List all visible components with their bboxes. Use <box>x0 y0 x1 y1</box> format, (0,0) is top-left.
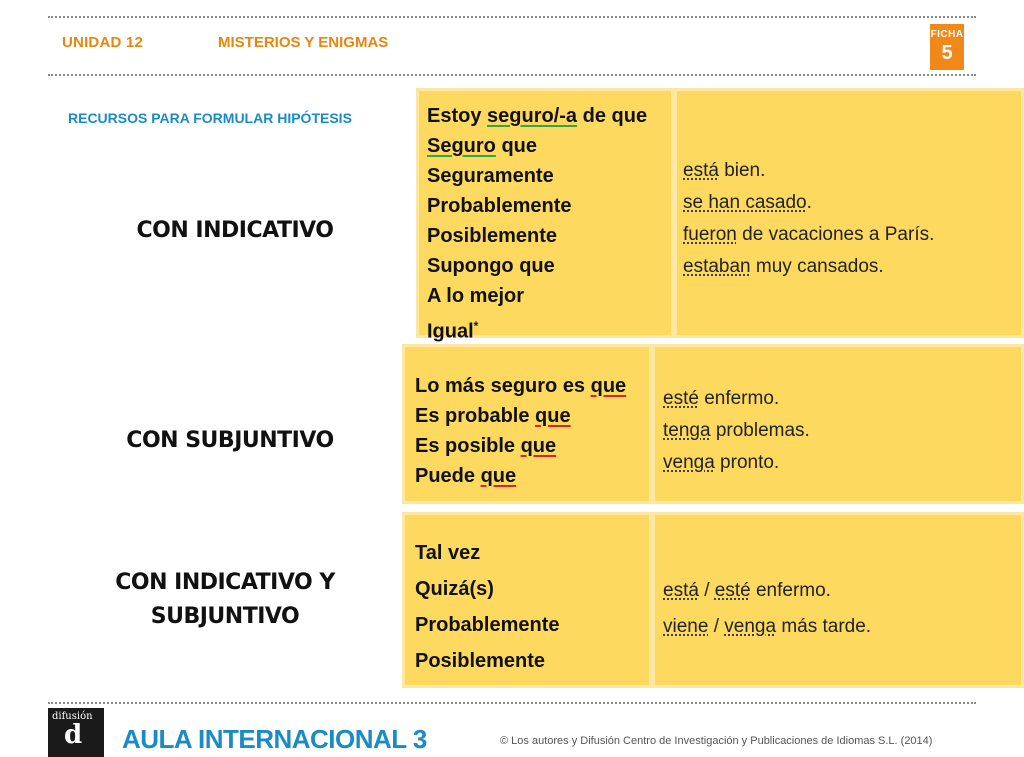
expression-line: Es posible que <box>415 435 557 457</box>
subjuntivo-examples-cell <box>652 344 1024 504</box>
header-divider <box>48 74 976 76</box>
example-line: está / esté enfermo. <box>663 580 831 601</box>
ficha-number: 5 <box>941 42 953 64</box>
expression-line: Seguramente <box>427 165 554 187</box>
copyright-text: © Los autores y Difusión Centro de Investigación y Publicaciones de Idiomas S.L. (2014) <box>500 735 933 747</box>
indicativo-expressions-cell <box>416 88 674 343</box>
expression-line: Posiblemente <box>415 650 546 672</box>
ficha-badge <box>930 24 964 70</box>
ficha-label: FICHA <box>930 29 964 40</box>
expression-line: Lo más seguro es que <box>415 375 627 397</box>
example-line: fueron de vacaciones a París. <box>683 224 935 245</box>
unit-label: UNIDAD 12 <box>62 34 143 51</box>
example-line: tenga problemas. <box>663 420 810 441</box>
example-line: venga pronto. <box>663 452 780 473</box>
expression-line: Estoy seguro/-a de que <box>427 105 648 127</box>
indicativo-expressions <box>427 101 647 347</box>
group-title-line2: SUBJUNTIVO <box>150 604 300 629</box>
expression-line: Tal vez <box>415 542 481 564</box>
mixto-expressions <box>415 535 559 679</box>
group-title-indicativo-y-subjuntivo <box>90 566 360 634</box>
group-title-indicativo: CON INDICATIVO <box>136 218 334 243</box>
expression-line: Igual* <box>427 319 479 343</box>
subjuntivo-expressions-cell <box>402 344 652 504</box>
mixto-examples-cell <box>652 512 1024 688</box>
expression-line: Probablemente <box>427 195 572 217</box>
subjuntivo-examples <box>663 383 810 479</box>
unit-title: MISTERIOS Y ENIGMAS <box>218 34 389 51</box>
logo-letter: d <box>64 720 83 750</box>
footer-divider <box>48 702 976 704</box>
indicativo-examples <box>683 155 934 283</box>
example-line: estaban muy cansados. <box>683 256 884 277</box>
example-line: se han casado. <box>683 192 812 213</box>
expression-line: Puede que <box>415 465 517 487</box>
expression-line: Supongo que <box>427 255 555 277</box>
expression-line: Posiblemente <box>427 225 558 247</box>
mixto-expressions-cell <box>402 512 652 688</box>
expression-line: Seguro que <box>427 135 538 157</box>
section-label: RECURSOS PARA FORMULAR HIPÓTESIS <box>68 110 352 126</box>
group-title-line1: CON INDICATIVO Y <box>115 570 335 595</box>
expression-line: Probablemente <box>415 614 560 636</box>
example-line: está bien. <box>683 160 766 181</box>
mixto-examples <box>663 573 871 645</box>
logo-text: difusión <box>52 711 93 722</box>
group-title-subjuntivo: CON SUBJUNTIVO <box>126 428 334 453</box>
example-line: viene / venga más tarde. <box>663 616 872 637</box>
top-divider <box>48 16 976 18</box>
subjuntivo-expressions <box>415 371 626 491</box>
difusion-logo <box>48 708 104 757</box>
expression-line: Quizá(s) <box>415 578 494 600</box>
indicativo-examples-cell <box>674 88 1024 338</box>
example-line: esté enfermo. <box>663 388 780 409</box>
brand-name: AULA INTERNACIONAL 3 <box>122 724 427 754</box>
expression-line: Es probable que <box>415 405 571 427</box>
expression-line: A lo mejor <box>427 285 525 307</box>
